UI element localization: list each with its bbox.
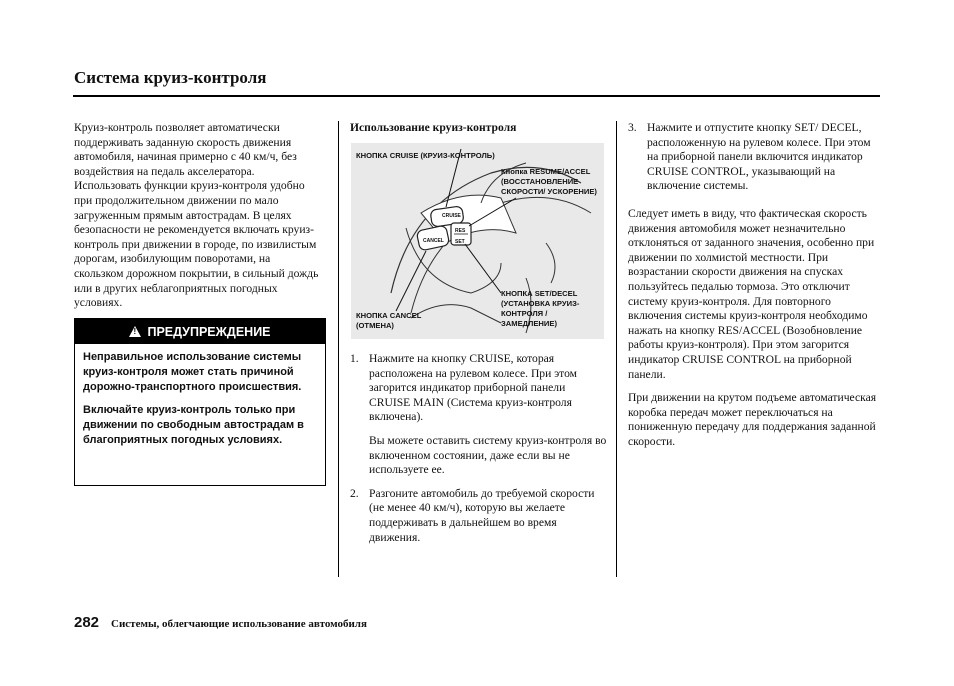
page-number: 282 <box>74 614 100 631</box>
steps-list <box>350 352 608 554</box>
intro-paragraph: Круиз-контроль позволяет автоматически поддерживать заданную скорость движения автомобиля, начиная примерно с 40 км/ч, без воздействия на педаль акселератора. Использовать функции круиз-контроля удобно при продолжительном движении по мало загруженным прямым автострадам. В целях безопасности не рекомендуется включать круиз-контроль при движении в городе, по извилистым дорогам, изобилующим поворотами, на скользком дорожном покрытии, в сильный дождь или в других неблагоприятных погодных условиях. <box>74 121 319 310</box>
footer-section-title: Системы, облегчающие использование автомобиля <box>111 618 367 630</box>
step-item <box>350 352 608 478</box>
button-cruise-label: CRUISE <box>442 213 461 219</box>
title-rule <box>73 95 880 97</box>
label-resume-button: Кнопка RESUME/ACCEL (ВОССТАНОВЛЕНИЕ СКОРОСТИ/ УСКОРЕНИЕ) <box>501 167 597 196</box>
step-number: 1. <box>350 352 359 365</box>
speed-note-paragraph: Следует иметь в виду, что фактическая скорость движения автомобиля может незначительно отклоняться от заданного значения, особенно при движении по холмистой местности. При возрастании скорости движения на спусках пользуйтесь педалью тормоза. Это отключит систему круиз-контроля. Для повторного включения системы круиз-контроля необходимо нажать на кнопку RES/ACCEL (Возобновление работы круиз-контроля). При этом загорится индикатор CRUISE CONTROL на приборной панели. <box>628 206 875 381</box>
figure-column <box>350 121 604 136</box>
warning-heading: ПРЕДУПРЕЖДЕНИЕ <box>147 324 271 339</box>
warning-body <box>75 344 325 448</box>
step-text: Разгоните автомобиль до требуемой скорости (не менее 40 км/ч), которую вы желаете поддерживать в дальнейшем во время движения. <box>369 486 595 544</box>
label-cancel-button: КНОПКА CANCEL (ОТМЕНА) <box>356 311 422 330</box>
figure-title: Использование круиз-контроля <box>350 121 517 134</box>
step-item <box>628 121 882 194</box>
warning-triangle-icon: ! <box>129 326 141 337</box>
label-set-button: КНОПКА SET/DECEL (УСТАНОВКА КРУИЗ-КОНТРОЛЯ /ЗАМЕДЛЕНИЕ) <box>501 289 580 328</box>
step-number: 2. <box>350 486 359 500</box>
button-set-label: SET <box>455 239 465 245</box>
step-number: 3. <box>628 121 637 134</box>
step-item <box>350 487 608 545</box>
column-divider-1 <box>338 121 339 577</box>
button-res-label: RES <box>455 228 466 234</box>
step-note: Вы можете оставить систему круиз-контроля во включенном состоянии, даже если вы не используете ее. <box>369 433 607 477</box>
button-cancel-label: CANCEL <box>423 238 444 244</box>
warning-box <box>74 318 326 486</box>
step-text: Нажмите на кнопку CRUISE, которая расположена на рулевом колесе. При этом загорится индикатор приборной панели CRUISE MAIN (Система круиз-контроля включена). <box>369 352 578 424</box>
intro-column <box>74 121 320 320</box>
gear-note-paragraph: При движении на крутом подъеме автоматическая коробка передач может переключаться на пониженную передачу для поддержания заданной скорости. <box>628 391 877 448</box>
right-column <box>628 121 882 458</box>
warning-header <box>75 319 325 344</box>
column-divider-2 <box>616 121 617 577</box>
warning-text-1: Неправильное использование системы круиз-контроля может стать причиной дорожно-транспортного происшествия. <box>83 351 302 393</box>
page-title: Система круиз-контроля <box>74 68 267 87</box>
warning-text-2: Включайте круиз-контроль только при движении по свободным автострадам в благоприятных погодных условиях. <box>83 404 304 446</box>
steering-wheel-figure <box>351 143 604 339</box>
step-text: Нажмите и отпустите кнопку SET/ DECEL, расположенную на рулевом колесе. При этом на приборной панели включится индикатор CRUISE CONTROL, указывающий на включение системы. <box>647 121 871 193</box>
label-cruise-button: КНОПКА CRUISE (КРУИЗ-КОНТРОЛЬ) <box>356 151 495 160</box>
